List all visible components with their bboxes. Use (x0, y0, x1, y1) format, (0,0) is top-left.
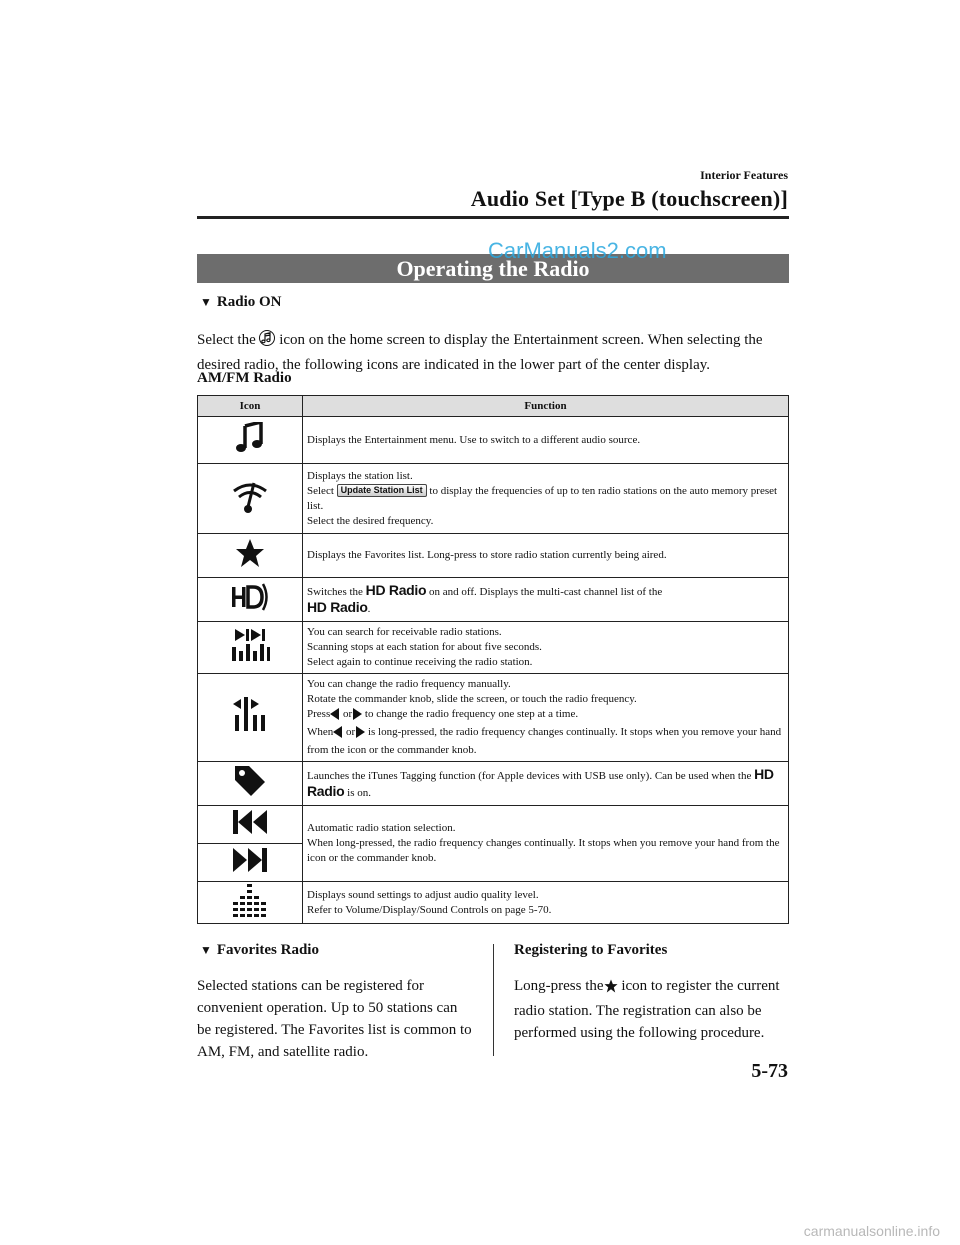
star-icon (198, 534, 303, 578)
triangle-down-icon: ▼ (200, 295, 212, 309)
triangle-down-icon: ▼ (200, 943, 212, 957)
triangle-right-icon (352, 708, 362, 725)
hd-radio-logo: HD Radio (307, 598, 368, 615)
function-text (303, 806, 789, 882)
table-header-row (198, 396, 789, 417)
table-row (198, 674, 789, 762)
function-text (303, 622, 789, 674)
tag-pre: Launches the iTunes Tagging function (for Apple devices with USB use only). Can be used when the (307, 769, 752, 782)
table-row (198, 622, 789, 674)
function-text (303, 578, 789, 622)
scan-line2: Scanning stops at each station for about five seconds. (307, 641, 542, 653)
para-before: Select the (197, 332, 256, 348)
triangle-right-icon (355, 726, 365, 743)
update-station-list-button[interactable]: Update Station List (337, 484, 427, 497)
music-note-icon (198, 417, 303, 464)
tune-line2: Rotate the commander knob, slide the screen, or touch the radio frequency. (307, 693, 637, 705)
function-text (303, 882, 789, 924)
hd-radio-logo: HD Radio (307, 765, 774, 799)
tune-press-line (307, 707, 784, 725)
am-fm-subhead: AM/FM Radio (197, 370, 292, 386)
registering-pre: Long-press the (514, 978, 604, 994)
tag-icon (198, 762, 303, 806)
header-section: Interior Features (700, 168, 788, 182)
function-text: Displays the Favorites list. Long-press to store radio station currently being aired. (303, 534, 789, 578)
function-text (303, 762, 789, 806)
radio-on-heading-text: Radio ON (216, 294, 282, 310)
favorites-radio-heading-text: Favorites Radio (216, 942, 319, 958)
header-rule (197, 216, 789, 219)
table-row (198, 882, 789, 924)
table-row (198, 534, 789, 578)
triangle-left-icon (333, 726, 343, 743)
section-banner: Operating the Radio (197, 254, 789, 283)
column-rule (493, 944, 494, 1056)
when-pre: When (307, 726, 334, 738)
manual-tune-icon (198, 674, 303, 762)
radio-on-heading (200, 294, 281, 311)
hd-post: . (367, 602, 371, 615)
station-line3: Select the desired frequency. (307, 514, 434, 527)
scan-line1: You can search for receivable radio stations. (307, 626, 502, 638)
table-row (198, 806, 789, 844)
registering-post: icon to register the current radio station. The registration can also be performed using the following procedure. (514, 978, 780, 1041)
station-line2 (307, 484, 784, 514)
sound-line1: Displays sound settings to adjust audio quality level. (307, 888, 539, 901)
table-row (198, 578, 789, 622)
station-list-icon (198, 464, 303, 534)
favorites-radio-heading (200, 942, 319, 959)
seek-forward-icon (198, 844, 303, 882)
page-number: 5-73 (751, 1060, 788, 1082)
press-or: or (342, 708, 353, 720)
music-note-icon (259, 329, 275, 354)
seek-back-icon (198, 806, 303, 844)
when-or: or (346, 726, 356, 738)
seek-line1: Automatic radio station selection. (307, 822, 456, 834)
press-post: to change the radio frequency one step at a time. (364, 708, 579, 720)
function-text (303, 464, 789, 534)
radio-on-paragraph (197, 329, 797, 376)
footer-watermark: carmanualsonline.info (803, 1223, 940, 1239)
tune-line1: You can change the radio frequency manually. (307, 678, 511, 690)
tag-post: is on. (347, 786, 371, 799)
watermark: CarManuals2.com (488, 238, 667, 263)
function-text (303, 674, 789, 762)
station-line2-post: to display the frequencies of up to ten radio stations on the auto memory preset list. (307, 484, 778, 512)
scan-line3: Select again to continue receiving the radio station. (307, 656, 533, 668)
para-after: icon on the home screen to display the Entertainment screen. When selecting the desired radio, the following icons are indicated in the lower part of the center display. (197, 332, 763, 373)
hd-radio-logo: HD Radio (365, 581, 427, 598)
col-function-header: Function (303, 396, 789, 417)
star-icon (604, 978, 618, 1000)
press-pre: Press (307, 708, 331, 720)
registering-text (514, 975, 789, 1044)
hd-radio-icon (198, 578, 303, 622)
function-text: Displays the Entertainment menu. Use to switch to a different audio source. (303, 417, 789, 464)
sound-settings-icon (198, 882, 303, 924)
triangle-left-icon (330, 708, 340, 725)
function-table (197, 395, 789, 924)
sound-line2: Refer to Volume/Display/Sound Controls on page 5-70. (307, 903, 552, 916)
seek-line2: When long-pressed, the radio frequency changes continually. It stops when you remove your hand from the icon or the commander knob. (307, 837, 780, 864)
table-row (198, 464, 789, 534)
station-line1: Displays the station list. (307, 469, 413, 482)
col-icon-header: Icon (198, 396, 303, 417)
header-title: Audio Set [Type B (touchscreen)] (470, 186, 788, 211)
scan-icon (198, 622, 303, 674)
registering-heading: Registering to Favorites (514, 942, 668, 958)
table-row (198, 417, 789, 464)
hd-pre: Switches the (307, 585, 363, 598)
station-line2-pre: Select (307, 484, 334, 497)
tune-when-line (307, 725, 784, 758)
favorites-radio-text: Selected stations can be registered for convenient operation. Up to 50 stations can be registered. The Favorites list is common to AM, FM, and satellite radio. (197, 978, 472, 1060)
when-post: is long-pressed, the radio frequency changes continually. It stops when you remove your hand from the icon or the commander knob. (307, 726, 782, 756)
hd-mid: on and off. Displays the multi-cast channel list of the (429, 585, 663, 598)
table-row (198, 762, 789, 806)
